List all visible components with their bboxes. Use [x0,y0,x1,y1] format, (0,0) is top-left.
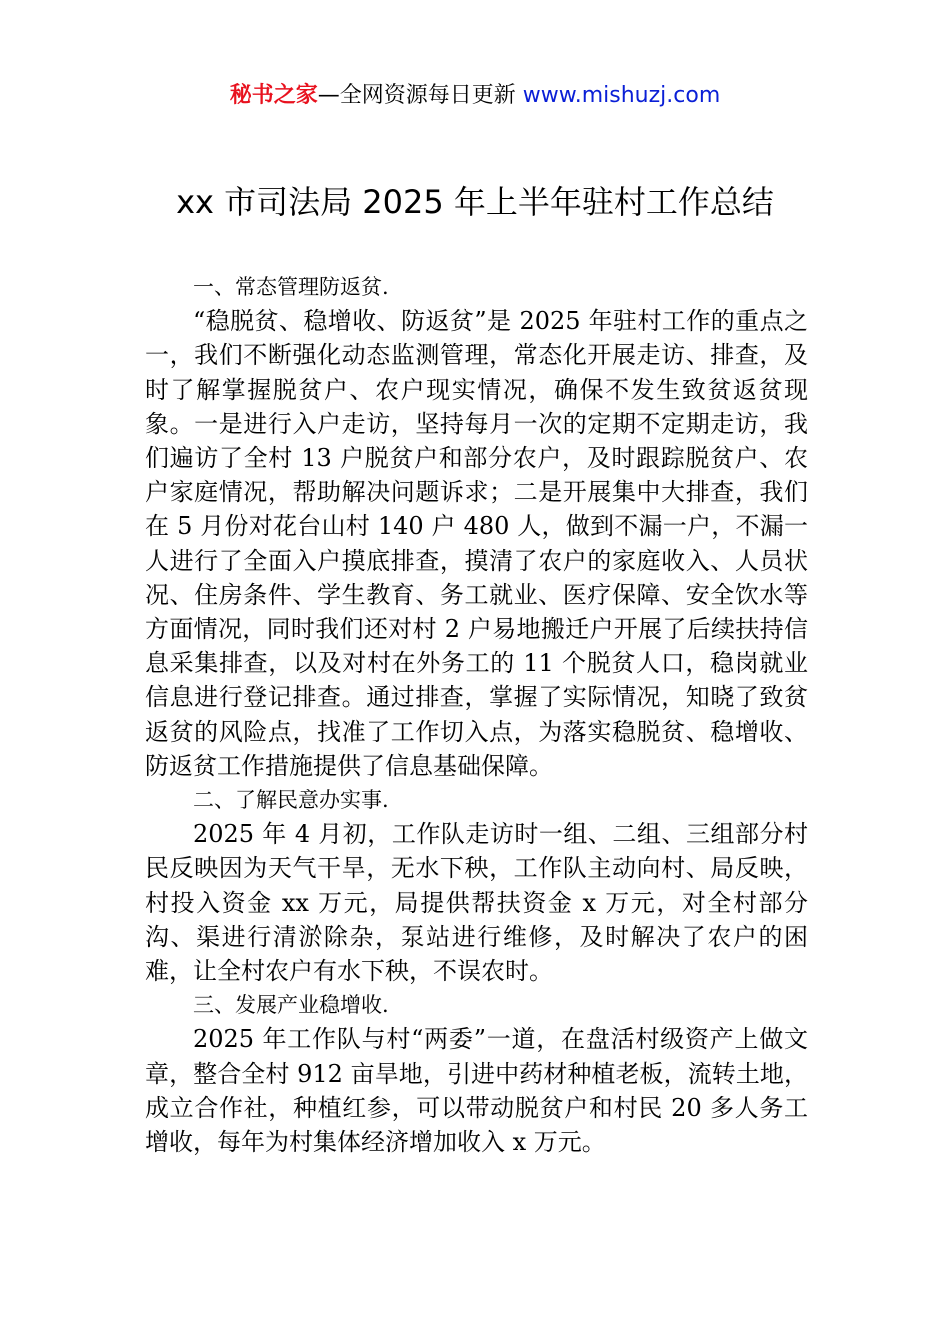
site-header [0,80,950,112]
section-heading: 三、发展产业稳增收. [193,993,389,1018]
section-paragraph: 2025 年 4 月初，工作队走访时一组、二组、三组部分村民反映因为天气干旱，无水下秧，工作队主动向村、局反映，村投入资金 xx 万元，局提供帮扶资金 x 万元，对全村部分沟、渠进行清淤除杂，泵站进行维修，及时解决了农户的困难，让全村农户有水下秧，不误农时。 [145,820,808,986]
section-heading: 二、了解民意办实事. [193,788,389,813]
document-title: xx 市司法局 2025 年上半年驻村工作总结 [176,183,774,221]
section-paragraph: “稳脱贫、稳增收、防返贫”是 2025 年驻村工作的重点之一，我们不断强化动态监测管理，常态化开展走访、排查，及时了解掌握脱贫户、农户现实情况，确保不发生致贫返贫现象。一是进行入户走访，坚持每月一次的定期不定期走访，我们遍访了全村 13 户脱贫户和部分农户，及时跟踪脱贫户、农户家庭情况，帮助解决问题诉求；二是开展集中大排查，我们在 5 月份对花台山村 140 户 480 人，做到不漏一户，不漏一人进行了全面入户摸底排查，摸清了农户的家庭收入、人员状况、住房条件、学生教育、务工就业、医疗保障、安全饮水等方面情况，同时我们还对村 2 户易地搬迁户开展了后续扶持信息采集排查，以及对村在外务工的 11 个脱贫人口，稳岗就业信息进行登记排查。通过排查，掌握了实际情况，知晓了致贫返贫的风险点，找准了工作切入点，为落实稳脱贫、稳增收、防返贫工作措施提供了信息基础保障。 [145,307,808,780]
site-brand: 秘书之家 [229,83,318,108]
site-url-link[interactable]: www.mishuzj.com [522,83,721,108]
section-heading: 一、常态管理防返贫. [193,275,389,299]
document-body [145,270,808,1159]
site-tagline: —全网资源每日更新 [317,83,516,108]
section-paragraph: 2025 年工作队与村“两委”一道，在盘活村级资产上做文章，整合全村 912 亩旱地，引进中药材种植老板，流转土地，成立合作社，种植红参，可以带动脱贫户和村民 20 多人务工增收，每年为村集体经济增加收入 x 万元。 [145,1025,808,1157]
